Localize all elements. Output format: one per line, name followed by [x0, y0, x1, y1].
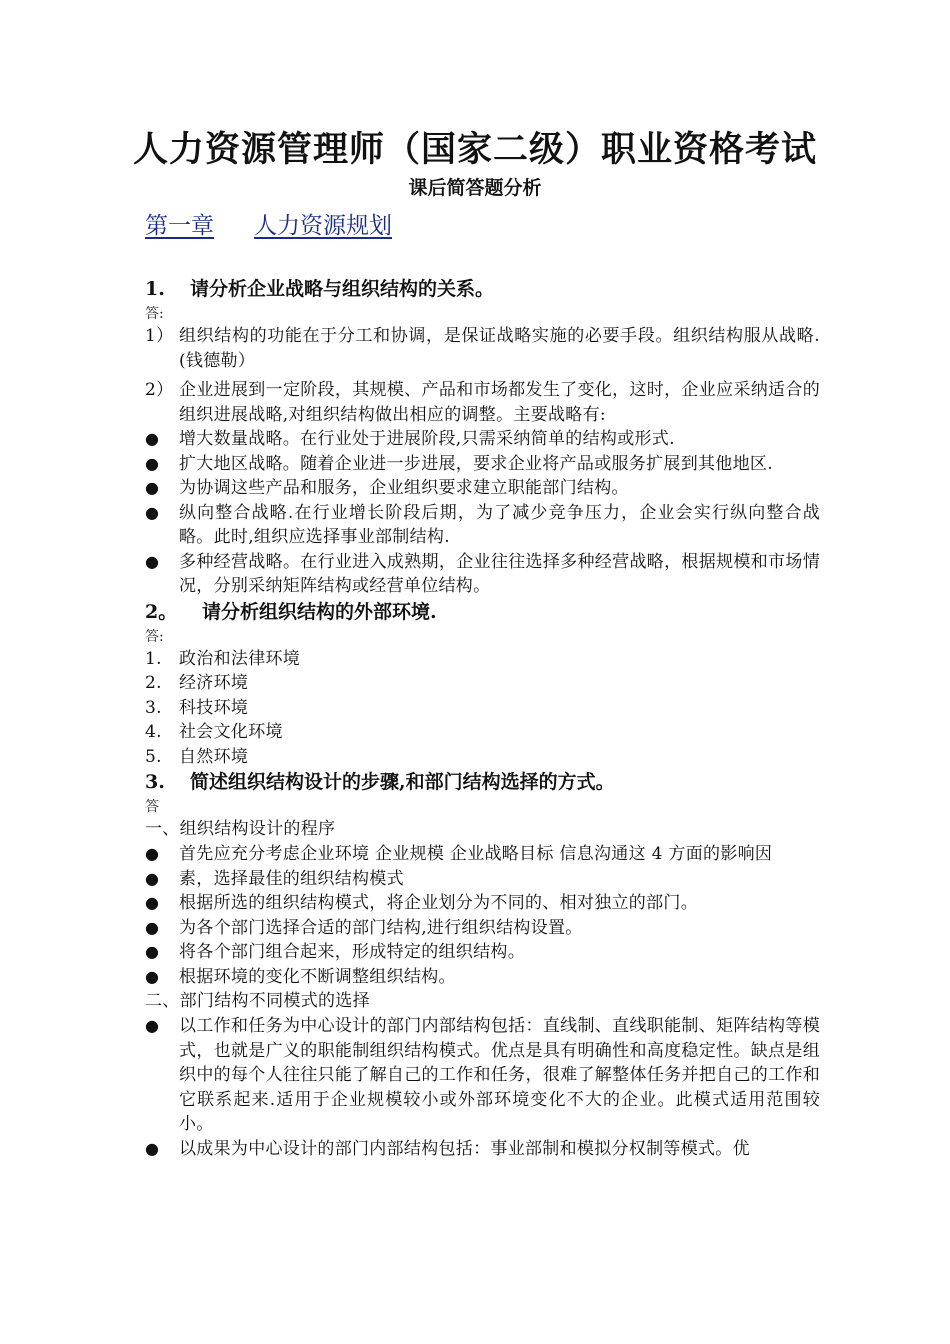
- answer-label: 答:: [145, 628, 164, 645]
- list-item: [145, 745, 820, 770]
- point-marker: 1）: [145, 326, 174, 346]
- list-marker: 1.: [145, 648, 162, 669]
- chapter-heading[interactable]: [145, 210, 392, 242]
- answer-point: [145, 378, 820, 427]
- bullet-text: 以成果为中心设计的部门内部结构包括：事业部制和模拟分权制等模式。优: [179, 1138, 750, 1159]
- answer-label: 答: [145, 799, 159, 815]
- question-number: 3.: [145, 771, 165, 793]
- bullet-item: [145, 427, 820, 452]
- bullet-icon: ●: [145, 1016, 160, 1035]
- bullet-text: 为协调这些产品和服务，企业组织要求建立职能部门结构。: [179, 478, 629, 498]
- list-item: [145, 647, 820, 672]
- bullet-item: [145, 476, 820, 501]
- bullet-icon: ●: [145, 429, 160, 448]
- point-marker: 2）: [145, 380, 174, 400]
- list-item: [145, 671, 820, 696]
- question-text: 请分析企业战略与组织结构的关系。: [190, 278, 495, 300]
- bullet-item: [145, 940, 820, 965]
- point-text: 组织结构的功能在于分工和协调，是保证战略实施的必要手段。组织结构服从战略.(钱德勒）: [179, 326, 820, 371]
- document-title: 人力资源管理师（国家二级）职业资格考试: [132, 129, 817, 170]
- bullet-text: 为各个部门选择合适的部门结构,进行组织结构设置。: [179, 917, 583, 938]
- bullet-icon: ●: [145, 868, 160, 888]
- list-marker: 5.: [145, 746, 162, 767]
- list-marker: 4.: [145, 722, 162, 742]
- list-marker: 2.: [145, 673, 162, 693]
- bullet-text: 首先应充分考虑企业环境 企业规模 企业战略目标 信息沟通这 4 方面的影响因: [179, 844, 773, 864]
- bullet-icon: ●: [145, 1138, 160, 1158]
- bullet-icon: ●: [145, 942, 160, 961]
- list-text: 经济环境: [179, 673, 249, 693]
- question-1-heading: [145, 276, 820, 303]
- bullet-icon: ●: [145, 453, 160, 473]
- question-number: 1.: [145, 278, 165, 300]
- chapter-name: 人力资源规划: [254, 213, 392, 239]
- list-text: 社会文化环境: [179, 722, 283, 742]
- bullet-icon: ●: [145, 917, 160, 937]
- question-text: 简述组织结构设计的步骤,和部门结构选择的方式。: [190, 771, 615, 793]
- bullet-icon: ●: [145, 551, 160, 571]
- section-heading: 一、组织结构设计的程序: [145, 819, 336, 839]
- bullet-icon: ●: [145, 478, 160, 497]
- bullet-item: [145, 550, 820, 599]
- list-text: 科技环境: [179, 697, 249, 718]
- chapter-number: 第一章: [145, 213, 214, 239]
- bullet-text: 根据环境的变化不断调整组织结构。: [179, 966, 456, 987]
- bullet-item: [145, 965, 820, 990]
- list-text: 自然环境: [179, 746, 249, 767]
- point-text: 企业进展到一定阶段，其规模、产品和市场都发生了变化，这时，企业应采纳适合的组织进展战略,对组织结构做出相应的调整。主要战略有:: [179, 380, 820, 425]
- bullet-text: 增大数量战略。在行业处于进展阶段,只需采纳简单的结构或形式.: [179, 429, 675, 449]
- bullet-item: [145, 867, 820, 892]
- bullet-icon: ●: [145, 844, 160, 863]
- bullet-text: 素，选择最佳的组织结构模式: [179, 868, 404, 889]
- bullet-item: [145, 1137, 820, 1162]
- document-body: [145, 276, 820, 1161]
- bullet-icon: ●: [145, 502, 160, 522]
- answer-label: 答:: [145, 306, 164, 322]
- bullet-icon: ●: [145, 966, 160, 986]
- bullet-text: 将各个部门组合起来，形成特定的组织结构。: [179, 942, 525, 962]
- bullet-text: 扩大地区战略。随着企业进一步进展，要求企业将产品或服务扩展到其他地区.: [179, 453, 773, 474]
- bullet-text: 纵向整合战略.在行业增长阶段后期，为了减少竞争压力，企业会实行纵向整合战略。此时,组织应选择事业部制结构.: [179, 502, 820, 547]
- question-text: 请分析组织结构的外部环境.: [202, 600, 437, 623]
- list-marker: 3.: [145, 697, 162, 718]
- bullet-item: [145, 891, 820, 916]
- question-number: 2。: [145, 600, 178, 623]
- bullet-text: 根据所选的组织结构模式，将企业划分为不同的、相对独立的部门。: [179, 893, 698, 913]
- bullet-icon: ●: [145, 893, 160, 912]
- bullet-item: [145, 1014, 820, 1137]
- bullet-text: 以工作和任务为中心设计的部门内部结构包括：直线制、直线职能制、矩阵结构等模式，也就是广义的职能制组织结构模式。优点是具有明确性和高度稳定性。缺点是组织中的每个人往往只能了解自己的工作和任务，很难了解整体任务并把自己的工作和它联系起来.适用于企业规模较小或外部环境变化不大的企业。此模式适用范围较小。: [179, 1016, 820, 1134]
- list-text: 政治和法律环境: [179, 648, 301, 669]
- answer-point: [145, 324, 820, 373]
- bullet-item: [145, 842, 820, 867]
- bullet-item: [145, 452, 820, 477]
- document-subtitle: 课后简答题分析: [408, 177, 542, 199]
- bullet-text: 多种经营战略。在行业进入成熟期，企业往往选择多种经营战略，根据规模和市场情况，分别采纳矩阵结构或经营单位结构。: [179, 551, 820, 596]
- bullet-item: [145, 916, 820, 941]
- list-item: [145, 696, 820, 721]
- question-2-heading: [145, 599, 820, 626]
- bullet-item: [145, 501, 820, 550]
- question-3-heading: [145, 769, 820, 796]
- list-item: [145, 720, 820, 745]
- section-heading: 二、部门结构不同模式的选择: [145, 991, 370, 1011]
